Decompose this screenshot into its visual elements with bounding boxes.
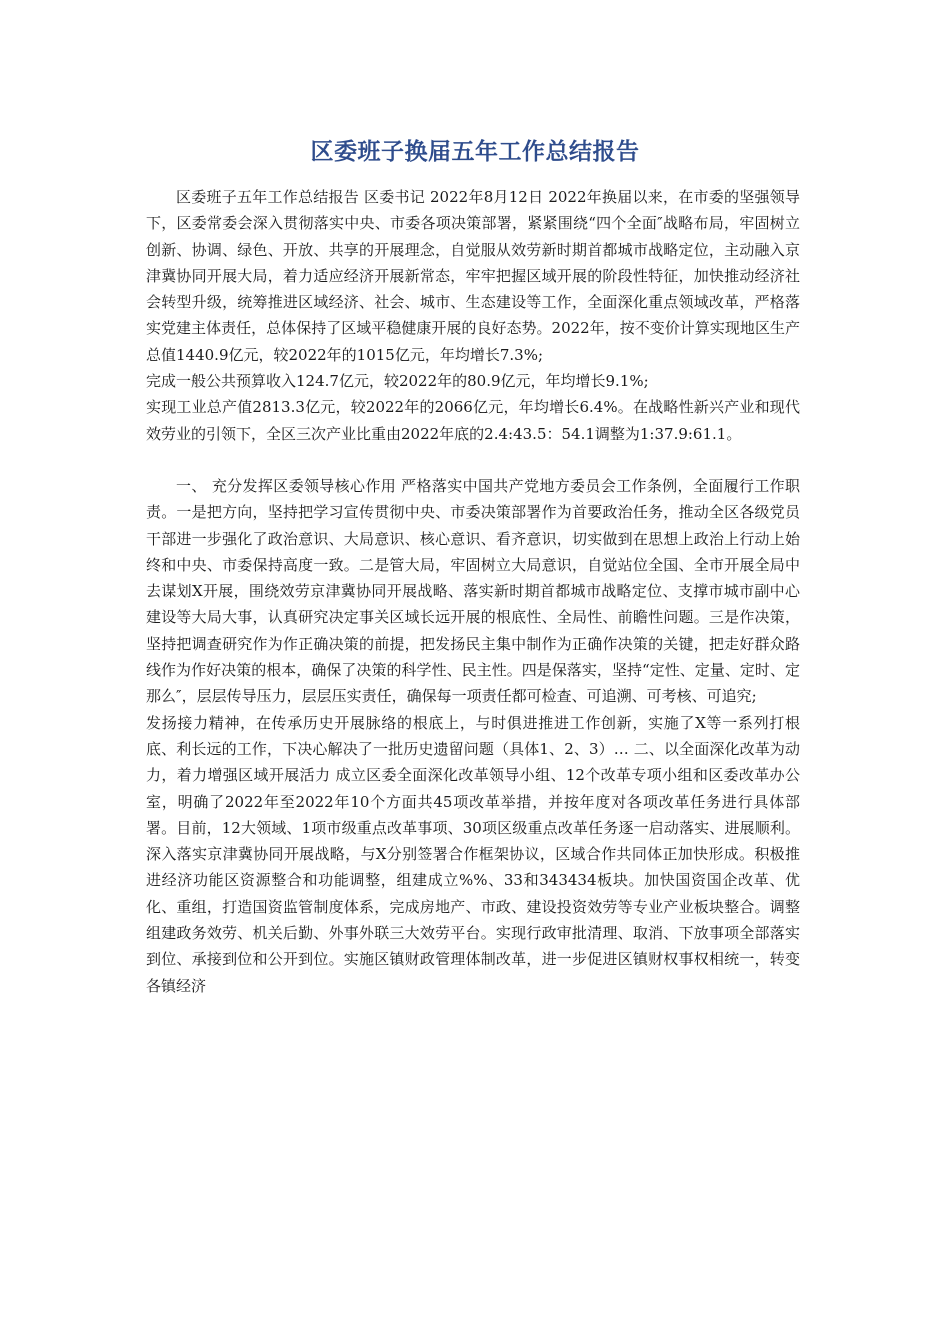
document-body bbox=[146, 184, 800, 999]
document-title: 区委班子换届五年工作总结报告 bbox=[310, 139, 640, 165]
paragraph-revenue: 完成一般公共预算收入124.7亿元，较2022年的80.9亿元，年均增长9.1%; bbox=[146, 372, 649, 391]
paragraph-spacer bbox=[146, 447, 800, 473]
paragraph-section-two: 发扬接力精神，在传承历史开展脉络的根底上，与时俱进推进工作创新，实施了X等一系列打根底、利长远的工作，下决心解决了一批历史遗留问题（具体1、2、3）… 二、以全面深化改革为动力，着力增强区域开展活力 成立区委全面深化改革领导小组、12个改革专项小组和区委改革办公室，明确了2022年至2022年10个方面共45项改革举措，并按年度对各项改革任务进行具体部署。目前，12大领域、1项市级重点改革事项、30项区级重点改革任务逐一启动落实、进展顺利。深入落实京津冀协同开展战略，与X分别签署合作框架协议，区域合作共同体正加快形成。积极推进经济功能区资源整合和功能调整，组建成立%%、33和343434板块。加快国资国企改革、优化、重组，打造国资监管制度体系，完成房地产、市政、建设投资效劳等专业产业板块整合。调整组建政务效劳、机关后勤、外事外联三大效劳平台。实现行政审批清理、取消、下放事项全部落实到位、承接到位和公开到位。实施区镇财政管理体制改革，进一步促进区镇财权事权相统一，转变各镇经济 bbox=[146, 713, 800, 995]
paragraph-intro: 区委班子五年工作总结报告 区委书记 2022年8月12日 2022年换届以来，在市委的坚强领导下，区委常委会深入贯彻落实中央、市委各项决策部署，紧紧围绕“四个全面″战略布局，牢固树立创新、协调、绿色、开放、共享的开展理念，自觉服从效劳新时期首都城市战略定位，主动融入京津冀协同开展大局，着力适应经济开展新常态，牢牢把握区域开展的阶段性特征，加快推动经济社会转型升级，统筹推进区域经济、社会、城市、生态建设等工作，全面深化重点领域改革，严格落实党建主体责任，总体保持了区域平稳健康开展的良好态势。2022年，按不变价计算实现地区生产总值1440.9亿元，较2022年的1015亿元，年均增长7.3%; bbox=[146, 188, 800, 364]
paragraph-section-one: 一、 充分发挥区委领导核心作用 严格落实中国共产党地方委员会工作条例，全面履行工作职责。一是把方向，坚持把学习宣传贯彻中央、市委决策部署作为首要政治任务，推动全区各级党员干部进一步强化了政治意识、大局意识、核心意识、看齐意识，切实做到在思想上政治上行动上始终和中央、市委保持高度一致。二是管大局，牢固树立大局意识，自觉站位全国、全市开展全局中去谋划X开展，围绕效劳京津冀协同开展战略、落实新时期首都城市战略定位、支撑市城市副中心建设等大局大事，认真研究决定事关区域长远开展的根底性、全局性、前瞻性问题。三是作决策，坚持把调查研究作为作正确决策的前提，把发扬民主集中制作为正确作决策的关键，把走好群众路线作为作好决策的根本，确保了决策的科学性、民主性。四是保落实，坚持“定性、定量、定时、定那么″，层层传导压力，层层压实责任，确保每一项责任都可检查、可追溯、可考核、可追究; bbox=[146, 476, 800, 706]
paragraph-industry: 实现工业总产值2813.3亿元，较2022年的2066亿元，年均增长6.4%。在战略性新兴产业和现代效劳业的引领下，全区三次产业比重由2022年底的2.4:43.5：54.1调整为1:37.9:61.1。 bbox=[146, 398, 800, 443]
